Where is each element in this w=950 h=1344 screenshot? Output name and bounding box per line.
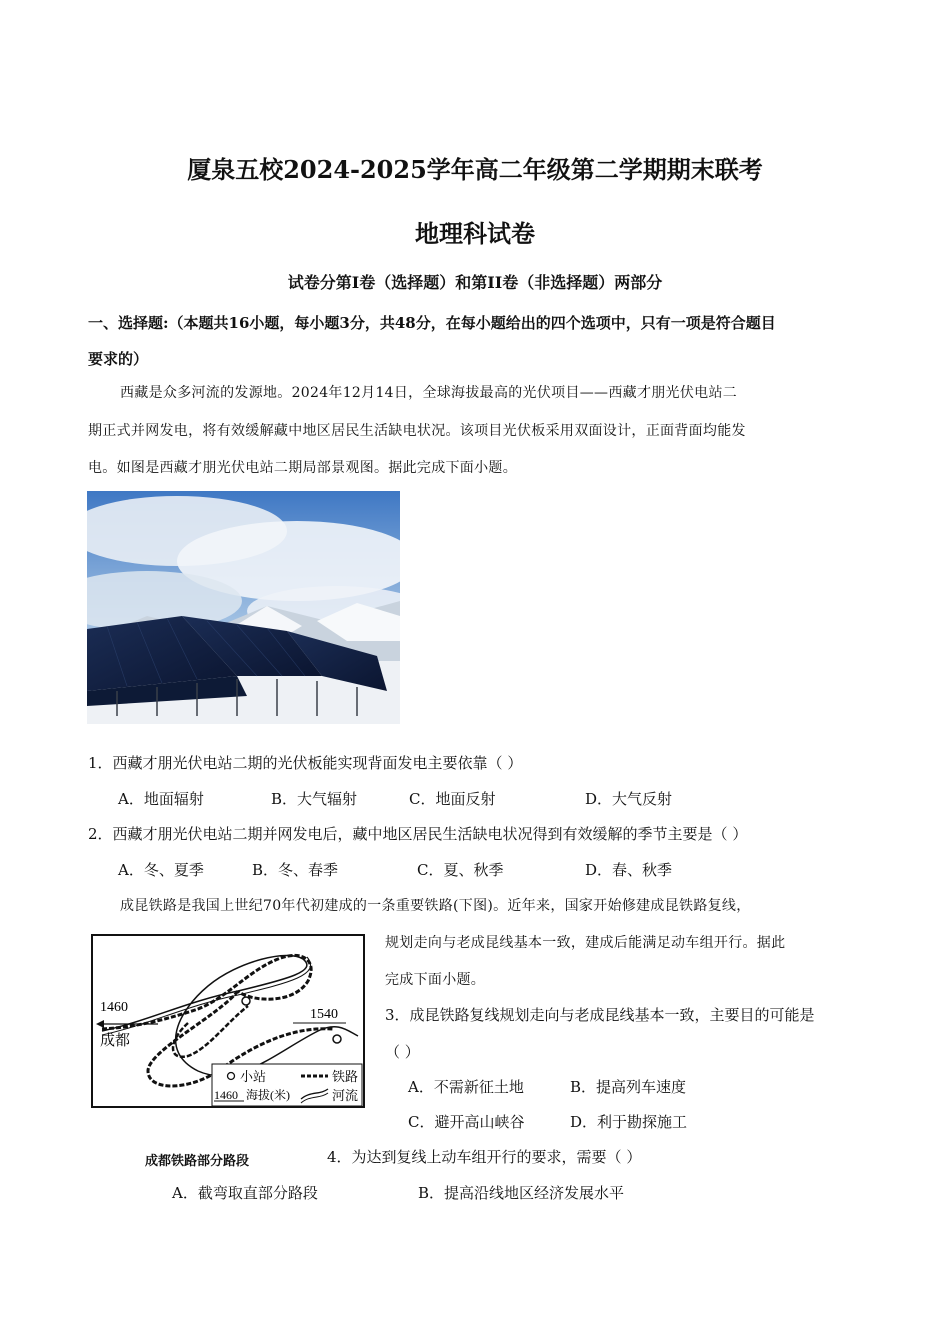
passage2-line3: 完成下面小题。 <box>385 972 486 988</box>
passage1-line3: 电。如图是西藏才朋光伏电站二期局部景观图。据此完成下面小题。 <box>88 460 517 476</box>
q1-stem: 1．西藏才朋光伏电站二期的光伏板能实现背面发电主要依靠（ ） <box>88 754 523 772</box>
q2-option-c: C．夏、秋季 <box>417 861 504 879</box>
q4-stem: 4．为达到复线上动车组开行的要求，需要（ ） <box>327 1148 642 1166</box>
q2-option-a: A．冬、夏季 <box>118 861 204 879</box>
map-caption: 成都铁路部分路段 <box>145 1154 250 1169</box>
q3-stem: 3．成昆铁路复线规划走向与老成昆线基本一致，主要目的可能是 <box>385 1006 815 1024</box>
section-heading-line2: 要求的） <box>88 350 149 368</box>
q3-option-d: D．利于勘探施工 <box>570 1113 688 1131</box>
legend-elevation-value: 1460 <box>214 1088 238 1102</box>
passage1-line1: 西藏是众多河流的发源地。2024年12月14日，全球海拔最高的光伏项目——西藏才朋光伏电站二 <box>120 385 738 401</box>
passage2-line2: 规划走向与老成昆线基本一致，建成后能满足动车组开行。据此 <box>385 935 786 951</box>
section-heading-line1: 一、选择题:（本题共16小题，每小题3分，共48分，在每小题给出的四个选项中，只有一项是符合题目 <box>88 314 776 332</box>
legend-railway: 铁路 <box>332 1069 359 1084</box>
q3-option-c: C．避开高山峡谷 <box>408 1113 525 1131</box>
map-label-chengdu: 成都 <box>100 1033 131 1049</box>
passage2-line1: 成昆铁路是我国上世纪70年代初建成的一条重要铁路(下图)。近年来，国家开始修建成昆铁路复线， <box>120 898 751 914</box>
q4-option-a: A．截弯取直部分路段 <box>172 1184 318 1202</box>
exam-subtitle: 地理科试卷 <box>415 219 535 248</box>
map-label-1540: 1540 <box>310 1007 338 1022</box>
q4-option-b: B．提高沿线地区经济发展水平 <box>418 1184 625 1202</box>
q1-option-c: C．地面反射 <box>409 790 496 808</box>
q1-option-a: A．地面辐射 <box>118 790 204 808</box>
q1-option-d: D．大气反射 <box>585 790 673 808</box>
legend-station: 小站 <box>240 1069 267 1084</box>
solar-station-photo <box>87 491 400 724</box>
map-label-1460: 1460 <box>100 1000 128 1015</box>
q1-option-b: B．大气辐射 <box>271 790 358 808</box>
q2-option-b: B．冬、春季 <box>252 861 339 879</box>
q3-option-b: B．提高列车速度 <box>570 1078 687 1096</box>
legend-elevation-label: 海拔(米) <box>246 1088 290 1102</box>
exam-title: 厦泉五校2024-2025学年高二年级第二学期期末联考 <box>187 155 763 184</box>
exam-note: 试卷分第Ⅰ卷（选择题）和第II卷（非选择题）两部分 <box>287 273 663 292</box>
q2-option-d: D．春、秋季 <box>585 861 673 879</box>
q3-stem-cont: （ ） <box>385 1043 420 1061</box>
q2-stem: 2．西藏才朋光伏电站二期并网发电后，藏中地区居民生活缺电状况得到有效缓解的季节主要是（ ） <box>88 825 748 843</box>
passage1-line2: 期正式并网发电，将有效缓解藏中地区居民生活缺电状况。该项目光伏板采用双面设计，正面背面均能发 <box>88 423 746 439</box>
railway-map <box>88 931 372 1126</box>
legend-river: 河流 <box>332 1088 359 1103</box>
q3-option-a: A．不需新征土地 <box>408 1078 524 1096</box>
